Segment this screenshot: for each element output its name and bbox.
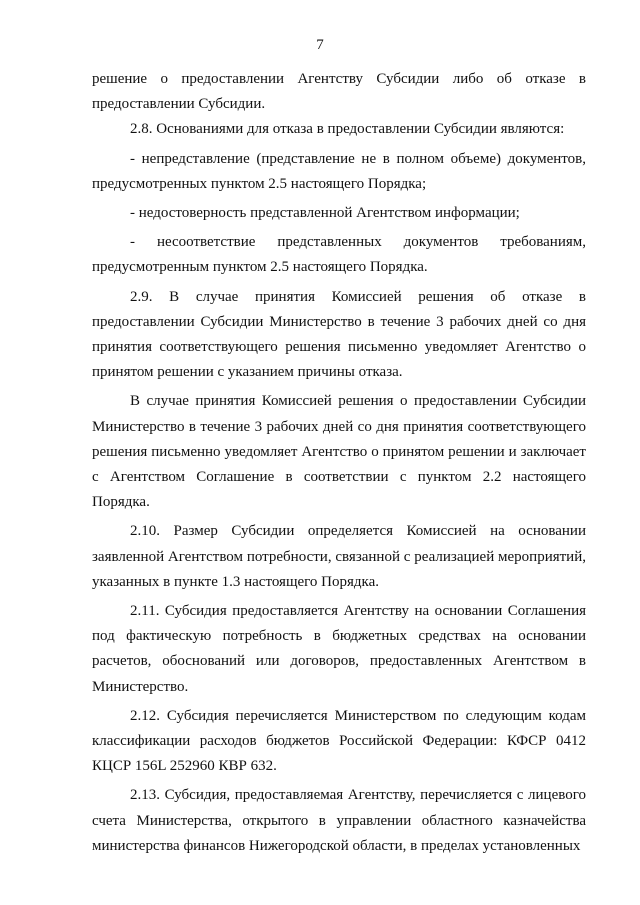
list-item-nonsubmission: - непредставление (представление не в полном объеме) документов, предусмотренных пунктом 2.5 настоящего Порядка; — [92, 150, 586, 192]
paragraph-2-13: 2.13. Субсидия, предоставляемая Агентству, перечисляется с лицевого счета Министерства, открытого в управлении областного казначейства министерства финансов Нижегородской области, в пределах установленных — [92, 787, 586, 854]
page-number: 7 — [316, 37, 324, 53]
paragraph-2-9: 2.9. В случае принятия Комиссией решения об отказе в предоставлении Субсидии Министерство в течение 3 рабочих дней со дня принятия соответствующего решения письменно уведомляет Агентство о принятом решении с указанием причины отказа. — [92, 288, 586, 381]
paragraph-2-8: 2.8. Основаниями для отказа в предоставлении Субсидии являются: — [130, 121, 565, 138]
paragraph-continuation: решение о предоставлении Агентству Субсидии либо об отказе в предоставлении Субсидии. — [92, 71, 586, 113]
list-item-unreliability: - недостоверность представленной Агентством информации; — [130, 205, 520, 222]
body-text — [92, 67, 586, 859]
paragraph-2-10: 2.10. Размер Субсидии определяется Комиссией на основании заявленной Агентством потребности, связанной с реализацией мероприятий, указанных в пункте 1.3 настоящего Порядка. — [92, 523, 586, 590]
paragraph-2-12: 2.12. Субсидия перечисляется Министерством по следующим кодам классификации расходов бюджетов Российской Федерации: КФСР 0412 КЦСР 156L 252960 КВР 632. — [92, 707, 586, 775]
paragraph-2-11: 2.11. Субсидия предоставляется Агентству на основании Соглашения под фактическую потребность в бюджетных средствах на основании расчетов, обоснований или договоров, предоставленных Агентством в Министерство. — [92, 603, 586, 695]
list-item-noncompliance: - несоответствие представленных документов требованиям, предусмотренным пунктом 2.5 настоящего Порядка. — [92, 234, 586, 276]
paragraph-2-9-grant-decision: В случае принятия Комиссией решения о предоставлении Субсидии Министерство в течение 3 рабочих дней со дня принятия соответствующего решения письменно уведомляет Агентство о принятом решении и заключает с Агентством Соглашение в соответствии с пунктом 2.2 настоящего Порядка. — [92, 393, 586, 511]
